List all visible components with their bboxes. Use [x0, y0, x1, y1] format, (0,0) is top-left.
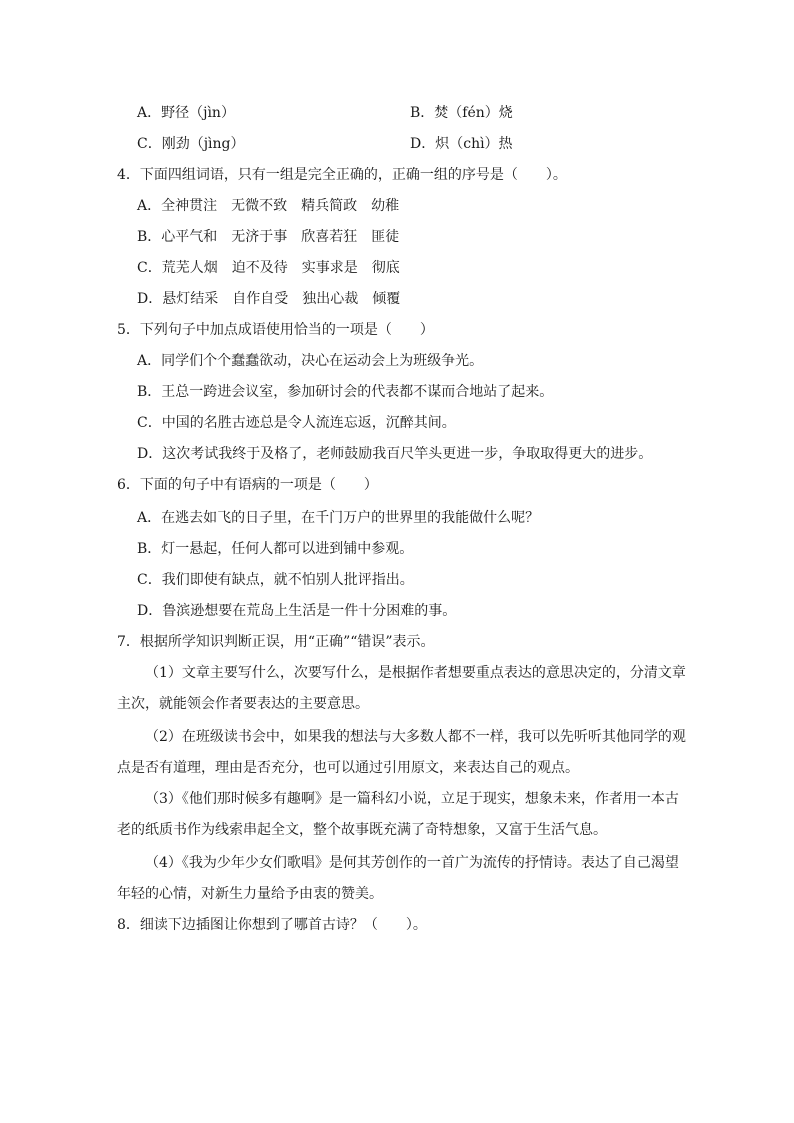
q3-option-d: D．炽（chì）热 — [410, 136, 513, 152]
q7-item-2-line1: （2）在班级读书会中，如果我的想法与大多数人都不一样，我可以先听听其他同学的观 — [145, 729, 686, 745]
q7-stem: 7．根据所学知识判断正误，用“正确”“错误”表示。 — [117, 634, 435, 650]
q7-item-4-line1: （4）《我为少年少女们歌唱》是何其芳创作的一首广为流传的抒情诗。表达了自己渴望 — [145, 855, 679, 871]
q5-option-b: B．王总一跨进会议室，参加研讨会的代表都不谋而合地站了起来。 — [137, 384, 554, 400]
q4-option-a: A．全神贯注 无微不致 精兵简政 幼稚 — [137, 198, 400, 214]
q5-stem: 5．下列句子中加点成语使用恰当的一项是（ ） — [117, 322, 434, 338]
q4-option-d: D．悬灯结采 自作自受 独出心裁 倾覆 — [137, 291, 401, 307]
q6-stem: 6．下面的句子中有语病的一项是（ ） — [117, 477, 378, 493]
q7-item-4-line2: 年轻的心情，对新生力量给予由衷的赞美。 — [117, 886, 383, 902]
q6-option-d: D．鲁滨逊想要在荒岛上生活是一件十分困难的事。 — [137, 603, 457, 619]
q8-stem: 8．细读下边插图让你想到了哪首古诗？（ ）。 — [117, 917, 427, 933]
q5-option-a: A．同学们个个蠢蠢欲动，决心在运动会上为班级争光。 — [137, 353, 484, 369]
q6-option-b: B．灯一悬起，任何人都可以进到铺中参观。 — [137, 541, 414, 557]
q7-item-2-line2: 点是否有道理，理由是否充分，也可以通过引用原文，来表达自己的观点。 — [117, 760, 579, 776]
q6-option-c: C．我们即使有缺点，就不怕别人批评指出。 — [137, 572, 414, 588]
q7-item-3-line2: 老的纸质书作为线索串起全文，整个故事既充满了奇特想象，又富于生活气息。 — [117, 822, 607, 838]
q5-option-c: C．中国的名胜古迹总是令人流连忘返，沉醉其间。 — [137, 415, 456, 431]
q3-option-a: A．野径（jìn） — [137, 105, 235, 121]
q7-item-1-line2: 主次，就能领会作者要表达的主要意思。 — [117, 696, 369, 712]
q4-option-c: C．荒芜人烟 迫不及待 实事求是 彻底 — [137, 260, 400, 276]
q3-option-b: B．焚（fén）烧 — [410, 105, 513, 121]
q7-item-1-line1: （1）文章主要写什么，次要写什么，是根据作者想要重点表达的意思决定的，分清文章 — [145, 665, 686, 681]
q4-stem: 4．下面四组词语，只有一组是完全正确的，正确一组的序号是（ ）。 — [117, 167, 567, 183]
q6-option-a: A．在逃去如飞的日子里，在千门万户的世界里的我能做什么呢？ — [137, 510, 540, 526]
q3-option-c: C．刚劲（jìng） — [137, 136, 245, 152]
q5-option-d: D．这次考试我终于及格了，老师鼓励我百尺竿头更进一步，争取取得更大的进步。 — [137, 446, 653, 462]
q7-item-3-line1: （3）《他们那时候多有趣啊》是一篇科幻小说，立足于现实，想象未来，作者用一本古 — [145, 791, 679, 807]
q4-option-b: B．心平气和 无济于事 欣喜若狂 匪徒 — [137, 229, 400, 245]
